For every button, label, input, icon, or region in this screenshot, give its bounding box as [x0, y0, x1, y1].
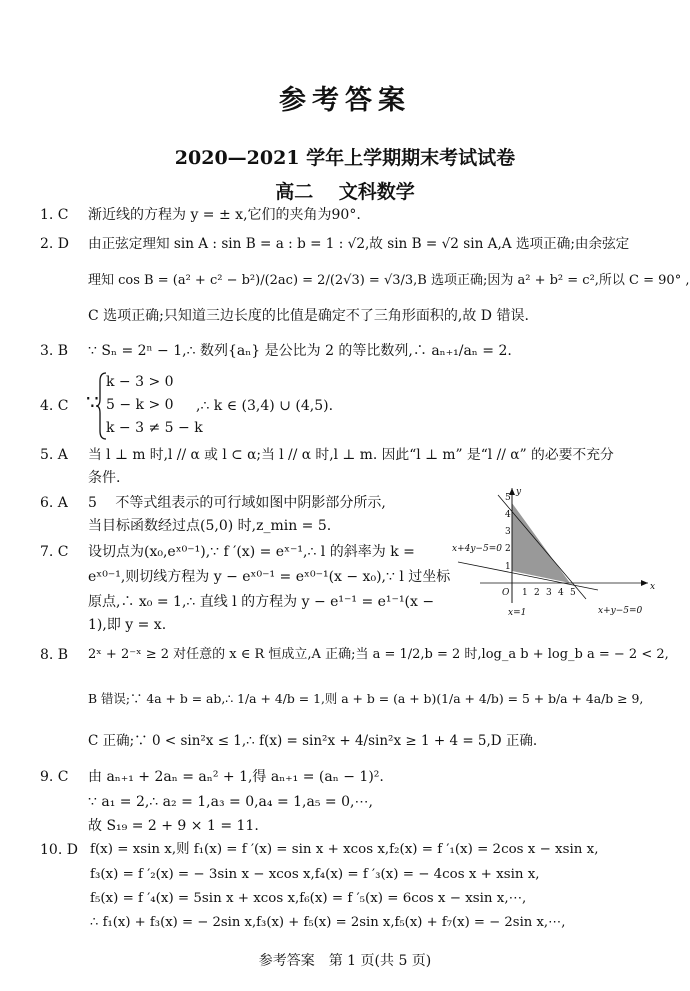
y-tick-4: 4: [505, 510, 511, 520]
answer-number: 1. C: [40, 207, 69, 223]
answer-line: 2ˣ + 2⁻ˣ ≥ 2 对任意的 x ∈ R 恒成立,A 正确;当 a = 1/2,b = 2 时,log_a b + log_b a = − 2 < 2,: [88, 647, 669, 662]
x-axis-label: x: [650, 582, 656, 592]
answer-number: 9. C: [40, 769, 69, 785]
origin-label: O: [502, 588, 510, 598]
answer-line: 由正弦定理知 sin A : sin B = a : b = 1 : √2,故 sin B = √2 sin A,A 选项正确;由余弦定: [88, 236, 630, 252]
feasible-region-figure: [448, 485, 678, 620]
y-tick-3: 3: [505, 527, 511, 537]
answer-line: C 选项正确;只知道三边长度的比值是确定不了三角形面积的,故 D 错误.: [88, 308, 529, 324]
answer-line: 当 l ⊥ m 时,l // α 或 l ⊂ α;当 l // α 时,l ⊥ m. 因此“l ⊥ m” 是“l // α” 的必要不充分: [88, 447, 614, 463]
answer-number: 2. D: [40, 236, 70, 252]
x-tick-3: 3: [546, 588, 552, 598]
page-footer: 参考答案 第 1 页(共 5 页): [258, 953, 432, 969]
condition-2: 5 − k > 0: [106, 397, 174, 413]
answer-line: ∵ Sₙ = 2ⁿ − 1,∴ 数列{aₙ} 是公比为 2 的等比数列,∴ aₙ₊₁/aₙ = 2.: [88, 343, 512, 359]
x-tick-2: 2: [534, 588, 540, 598]
answer-line: 设切点为(x₀,eˣ⁰⁻¹),∵ f ′(x) = eˣ⁻¹,∴ l 的斜率为 k =: [88, 544, 415, 560]
y-tick-1: 1: [505, 562, 511, 572]
answer-line: 当目标函数经过点(5,0) 时,z_min = 5.: [88, 518, 332, 534]
shaded-region: [512, 503, 570, 583]
condition-3: k − 3 ≠ 5 − k: [106, 420, 203, 436]
line-label-x-eq-1: x=1: [508, 608, 527, 618]
answer-number: 3. B: [40, 343, 69, 359]
x-axis-arrow: [641, 580, 648, 586]
answer-number: 10. D: [40, 842, 78, 858]
course-subtitle: 高二 文科数学: [275, 181, 415, 203]
x-tick-4: 4: [558, 588, 564, 598]
answer-line: 由 aₙ₊₁ + 2aₙ = aₙ² + 1,得 aₙ₊₁ = (aₙ − 1)².: [88, 769, 384, 785]
exam-subtitle: 2020—2021 学年上学期期末考试试卷: [174, 147, 516, 169]
answer-number: 7. C: [40, 544, 69, 560]
y-tick-2: 2: [505, 544, 511, 554]
answer-line: 原点,∴ x₀ = 1,∴ 直线 l 的方程为 y − e¹⁻¹ = e¹⁻¹(x −: [88, 594, 435, 610]
answer-line: ∴ f₁(x) + f₃(x) = − 2sin x,f₃(x) + f₅(x) = 2sin x,f₅(x) + f₇(x) = − 2sin x,⋯,: [90, 915, 566, 930]
answer-line: 理知 cos B = (a² + c² − b²)/(2ac) = 2/(2√3) = √3/3,B 选项正确;因为 a² + b² = c²,所以 C = 90° ,: [88, 273, 690, 288]
x-tick-5: 5: [570, 588, 576, 598]
answer-line: ,∴ k ∈ (3,4) ∪ (4,5).: [196, 398, 334, 414]
answer-line: 5 不等式组表示的可行域如图中阴影部分所示,: [88, 495, 386, 511]
answer-number: 4. C: [40, 398, 69, 414]
page-title: 参考答案: [279, 85, 411, 116]
y-axis-label: y: [516, 487, 522, 497]
answer-line: 故 S₁₉ = 2 + 9 × 1 = 11.: [88, 818, 259, 834]
answer-line: f₅(x) = f ′₄(x) = 5sin x + xcos x,f₆(x) = f ′₅(x) = 6cos x − xsin x,⋯,: [90, 891, 527, 906]
answer-line: f₃(x) = f ′₂(x) = − 3sin x − xcos x,f₄(x) = f ′₃(x) = − 4cos x + xsin x,: [90, 867, 540, 882]
answer-line: ∵ a₁ = 2,∴ a₂ = 1,a₃ = 0,a₄ = 1,a₅ = 0,⋯,: [88, 794, 373, 810]
answer-number: 6. A: [40, 495, 68, 511]
answer-line: f(x) = xsin x,则 f₁(x) = f ′(x) = sin x + xcos x,f₂(x) = f ′₁(x) = 2cos x − xsin x,: [90, 842, 599, 857]
x-tick-1: 1: [522, 588, 528, 598]
condition-1: k − 3 > 0: [106, 374, 174, 390]
answer-line: C 正确;∵ 0 < sin²x ≤ 1,∴ f(x) = sin²x + 4/sin²x ≥ 1 + 4 = 5,D 正确.: [88, 733, 538, 749]
answer-line: 渐近线的方程为 y = ± x,它们的夹角为90°.: [88, 207, 361, 223]
line-label-x-plus-y: x+y−5=0: [598, 606, 643, 616]
line-label-x-plus-4y: x+4y−5=0: [452, 544, 502, 554]
answer-number: 8. B: [40, 647, 69, 663]
since-symbol: ∵: [86, 390, 99, 414]
line-x-plus-y: [498, 495, 586, 599]
answer-line: eˣ⁰⁻¹,则切线方程为 y − eˣ⁰⁻¹ = eˣ⁰⁻¹(x − x₀),∵ l 过坐标: [88, 569, 451, 585]
y-tick-5: 5: [505, 493, 511, 503]
answer-line: 1),即 y = x.: [88, 617, 167, 633]
answer-line: B 错误;∵ 4a + b = ab,∴ 1/a + 4/b = 1,则 a + b = (a + b)(1/a + 4/b) = 5 + b/a + 4a/b ≥ 9,: [88, 691, 644, 706]
answer-line: 条件.: [88, 470, 121, 486]
answer-number: 5. A: [40, 447, 68, 463]
